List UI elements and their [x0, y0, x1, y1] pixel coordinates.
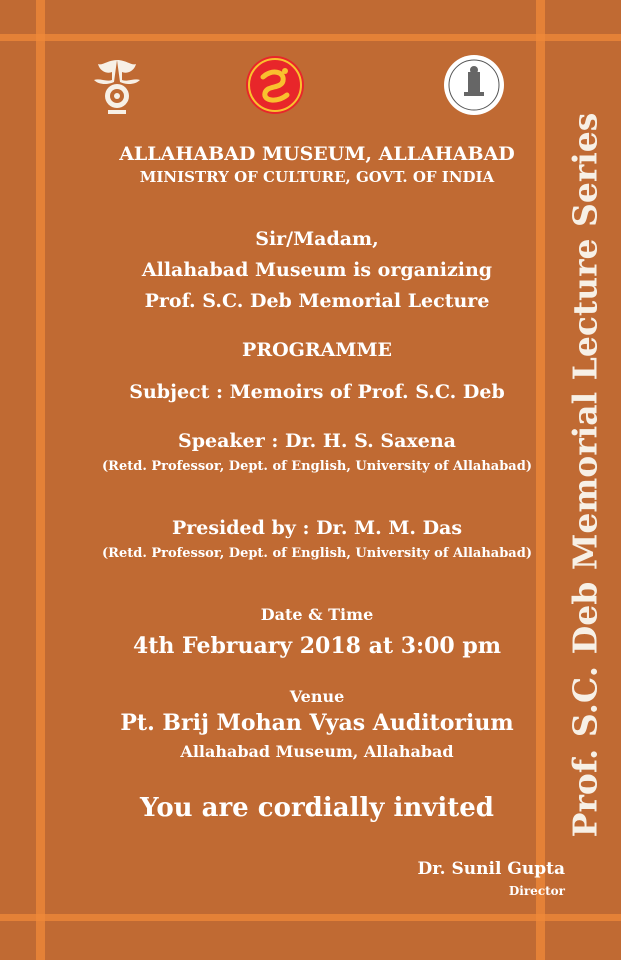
sanskriti-logo: [245, 55, 305, 119]
frame-line-left: [36, 0, 45, 960]
series-side-title: Prof. S.C. Deb Memorial Lecture Series: [565, 112, 605, 838]
signature-title: Director: [508, 884, 565, 898]
presided-by-name: Presided by : Dr. M. M. Das: [171, 517, 463, 539]
venue-location: Allahabad Museum, Allahabad: [180, 742, 454, 761]
frame-line-top: [0, 34, 621, 41]
date-label: Date & Time: [260, 605, 374, 624]
intro-line-1: Allahabad Museum is organizing: [141, 259, 493, 281]
venue-label: Venue: [289, 687, 345, 706]
subject-line: Subject : Memoirs of Prof. S.C. Deb: [129, 381, 505, 403]
ministry-of-culture-seal: [443, 54, 505, 120]
frame-line-bottom: [0, 914, 621, 921]
invitation-line: You are cordially invited: [140, 793, 494, 823]
programme-title: PROGRAMME: [242, 339, 392, 361]
speaker-name: Speaker : Dr. H. S. Saxena: [178, 430, 456, 452]
museum-emblem-logo: [88, 54, 146, 120]
venue-name: Pt. Brij Mohan Vyas Auditorium: [120, 710, 514, 736]
greeting: Sir/Madam,: [255, 228, 379, 250]
signature-name: Dr. Sunil Gupta: [417, 859, 565, 879]
museum-name: ALLAHABAD MUSEUM, ALLAHABAD: [119, 143, 515, 165]
ministry-name: MINISTRY OF CULTURE, GOVT. OF INDIA: [139, 168, 495, 186]
presided-by-detail: (Retd. Professor, Dept. of English, University of Allahabad): [102, 546, 532, 561]
date-value: 4th February 2018 at 3:00 pm: [132, 633, 502, 659]
speaker-detail: (Retd. Professor, Dept. of English, University of Allahabad): [102, 459, 532, 474]
intro-line-2: Prof. S.C. Deb Memorial Lecture: [144, 290, 490, 312]
